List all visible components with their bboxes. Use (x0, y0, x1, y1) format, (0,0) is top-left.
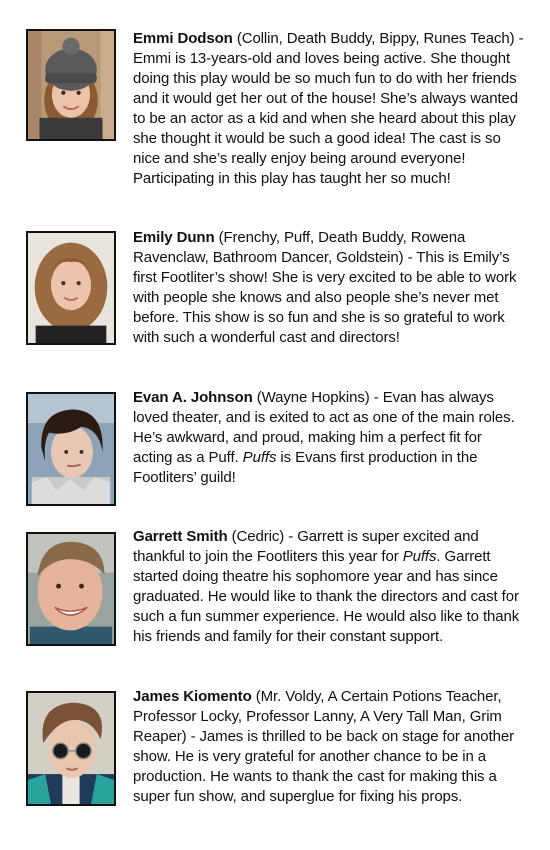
show-title: Puffs (242, 449, 277, 466)
cast-roles: (Wayne Hopkins) (252, 389, 370, 406)
cast-roles: (Mr. Voldy, A Certain Potions Teacher, Professor Locky, Professor Lanny, A Very Tall Man, Grim Reaper) (133, 688, 502, 745)
portrait-girl-gray-beanie-icon (28, 31, 114, 139)
cast-bio-body: - Evan has always loved theater, and is exited to act as one of the main roles. He’s awkward, and proud, making him a perfect fit for acting as a Puff. (133, 389, 515, 466)
cast-name: Emmi Dodson (133, 30, 233, 47)
show-title: Puffs (402, 548, 437, 565)
cast-roles: (Frenchy, Puff, Death Buddy, Rowena Ravenclaw, Bathroom Dancer, Goldstein) (133, 229, 466, 266)
cast-bio-body: is Evans first production in the Footliters’ guild! (133, 449, 478, 486)
cast-name: James Kiomento (133, 688, 252, 705)
cast-bio-body: . Garrett started doing theatre his sophomore year and has since graduated. He would like to thank the directors and cast for such a fun summer experience. He would also like to thank his friends and family for their constant support. (133, 548, 520, 645)
cast-bio-text (133, 687, 525, 807)
cast-bio-body: - James is thrilled to be back on stage for another show. He is very grateful for another chance to be in a production. He wants to thank the cast for making this a super fun show, and superglue for fixing his props. (133, 728, 514, 805)
cast-bio-body: - Garrett is super excited and thankful to join the Footliters this year for (133, 528, 479, 565)
cast-bio-body: - Emmi is 13-years-old and loves being active. She thought doing this play would be so much fun to do with her friends and it would get her out of the house! She’s always wanted to be an actor as a kid and when she heard about this play she thought it would be such a good idea! The cast is so nice and she’s really enjoy being around everyone! Participating in this play has taught her so much! (133, 30, 524, 187)
cast-name: Garrett Smith (133, 528, 228, 545)
cast-name: Emily Dunn (133, 229, 215, 246)
cast-photo (26, 231, 116, 345)
portrait-teen-round-sunglasses-icon (28, 693, 114, 804)
cast-bio-text (133, 29, 525, 189)
cast-photo (26, 29, 116, 141)
cast-bio-text (133, 228, 525, 348)
cast-photo (26, 392, 116, 506)
cast-bio-body: - This is Emily’s first Footliter’s show! She is very excited to be able to work with people she knows and also people she’s never met before. This show is so fun and she is so grateful to work with such a wonderful cast and directors! (133, 249, 517, 346)
cast-roles: (Cedric) (227, 528, 285, 545)
cast-bio-text (133, 527, 525, 647)
cast-roles: (Collin, Death Buddy, Bippy, Runes Teach) (232, 30, 515, 47)
portrait-teen-dark-hair-icon (28, 394, 114, 504)
portrait-girl-curly-hair-icon (28, 233, 114, 343)
cast-photo (26, 532, 116, 646)
portrait-young-man-smiling-icon (28, 534, 114, 644)
cast-name: Evan A. Johnson (133, 389, 253, 406)
cast-photo (26, 691, 116, 806)
cast-bio-text (133, 388, 525, 488)
